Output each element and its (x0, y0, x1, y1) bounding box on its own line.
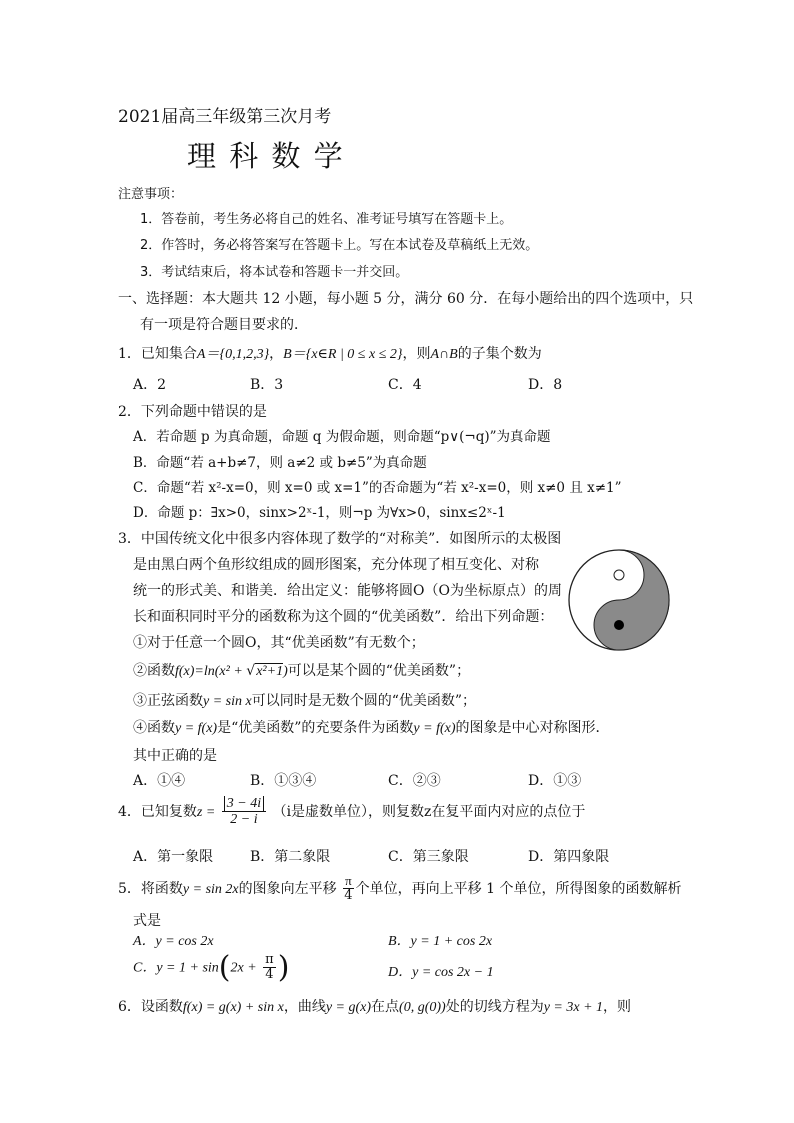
q3-line3: 统一的形式美、和谐美．给出定义：能够将圆O（O为坐标原点）的周 (133, 583, 562, 599)
q2-option-c: C．命题“若 x²-x=0，则 x=0 或 x=1”的否命题为“若 x²-x=0，则 x≠0 且 x≠1” (133, 480, 622, 496)
q3-s2-close: ) (283, 664, 288, 679)
note-item-2: 2．作答时，务必将答案写在答题卡上。写在本试卷及草稿纸上无效。 (140, 238, 539, 253)
q5-optc-pre: C．y = 1 + sin (133, 960, 219, 976)
q3-s4-pre: ④函数 (133, 720, 175, 736)
q3-statement-3 (133, 690, 476, 710)
q3-ask: 其中正确的是 (133, 748, 217, 764)
q5-option-a: A．y = cos 2x (133, 934, 214, 949)
question-4 (118, 796, 585, 828)
q6-mid2: 在点 (371, 999, 400, 1015)
q3-s4-math1: y = f(x) (175, 721, 218, 736)
q1-pre: 1．已知集合 (118, 346, 197, 362)
q3-option-d: D．①③ (528, 773, 582, 789)
question-2: 2．下列命题中错误的是 (118, 404, 267, 420)
q6-post: ，则 (603, 999, 632, 1015)
q6-point: (0, g(0)) (399, 1000, 446, 1015)
q2-option-d: D．命题 p：∃x>0，sinx>2ˣ-1，则¬p 为∀x>0，sinx≤2ˣ-1 (133, 505, 506, 521)
q5-mid2: 个单位，再向上平移 1 个单位，所得图象的函数解析 (355, 880, 682, 897)
q3-s2-pre: ②函数 (133, 663, 175, 679)
section1-line1: 一、选择题：本大题共 12 小题，每小题 5 分，满分 60 分．在每小题给出的四个选项中，只 (118, 291, 694, 307)
q4-denominator: 2 − i (230, 812, 258, 828)
q3-s3-post: 可以同时是无数个圆的“优美函数”； (251, 693, 477, 709)
taiji-white-dot (614, 570, 624, 580)
q5-mid1: 的图象向左平移 (238, 880, 337, 897)
q3-option-a: A．①④ (133, 773, 186, 789)
q3-option-b: B．①③④ (250, 773, 317, 789)
q6-curve: y = g(x) (325, 1000, 372, 1015)
exam-title: 2021届高三年级第三次月考 (118, 107, 332, 127)
q1-expr: A∩B (430, 347, 458, 362)
taiji-figure (566, 547, 672, 653)
note-item-3: 3．考试结束后，将本试卷和答题卡一并交回。 (140, 265, 409, 280)
q5-optc-fraction (263, 953, 276, 983)
q3-line2: 是由黑白两个鱼形纹组成的圆形图案，充分体现了相互变化、对称 (133, 557, 539, 573)
q6-pre: 6．设函数 (118, 999, 183, 1015)
q2-option-a: A．若命题 p 为真命题，命题 q 为假命题，则命题“p∨(¬q)”为真命题 (133, 429, 551, 445)
q6-line: y = 3x + 1 (543, 1000, 604, 1015)
note-item-1: 1．答卷前，考生务必将自己的姓名、准考证号填写在答题卡上。 (140, 212, 513, 227)
q3-statement-1: ①对于任意一个圆O，其“优美函数”有无数个； (133, 635, 425, 651)
notes-title: 注意事项： (118, 187, 184, 202)
q5-fraction (343, 874, 354, 904)
q5-frac-den: 4 (344, 888, 353, 904)
q3-s3-pre: ③正弦函数 (133, 693, 203, 709)
q5-function: y = sin 2x (182, 881, 239, 897)
q6-mid3: 处的切线方程为 (445, 999, 544, 1015)
q6-f: f(x) = g(x) + sin x (182, 1000, 284, 1015)
q1-set-a: A＝{0,1,2,3} (196, 347, 270, 362)
q4-option-b: B．第二象限 (250, 849, 331, 865)
q5-frac-num: π (345, 873, 352, 888)
q3-s4-mid: 是“优美函数”的充要条件为函数 (217, 720, 414, 736)
q1-option-a: A．2 (133, 377, 167, 393)
q4-option-d: D．第四象限 (528, 849, 610, 865)
q6-mid1: ，曲线 (283, 999, 326, 1015)
q1-option-c: C．4 (388, 377, 422, 393)
q1-post: 的子集个数为 (457, 346, 542, 362)
q1-option-b: B．3 (250, 377, 284, 393)
subject-title: 理 科 数 学 (187, 139, 345, 173)
q5-optc-num: π (265, 951, 274, 967)
q3-s2-fx: f(x)=ln(x² + (175, 664, 247, 679)
q5-option-d: D．y = cos 2x − 1 (388, 965, 494, 980)
taiji-black-dot (614, 620, 624, 630)
q4-option-c: C．第三象限 (388, 849, 469, 865)
q3-s2-post: 可以是某个圆的“优美函数”； (287, 663, 471, 679)
q3-s3-math: y = sin x (203, 694, 252, 709)
q3-line4: 长和面积同时平分的函数称为这个圆的“优美函数”．给出下列命题： (133, 609, 554, 625)
q5-option-c: C．y = 1 + sin(2x + $\frac{\pi}{4}$ ) (133, 950, 290, 985)
q4-z: z = (196, 804, 216, 820)
section1-line2: 有一项是符合题目要求的． (140, 317, 308, 333)
q3-s4-math2: y = f(x) (413, 721, 456, 736)
q3-option-c: C．②③ (388, 773, 441, 789)
q3-line1: 3．中国传统文化中很多内容体现了数学的“对称美”．如图所示的太极图 (118, 531, 562, 547)
q4-fraction (222, 796, 266, 828)
q3-statement-2: ②函数f(x)=ln(x² + √x²+1)可以是某个圆的“优美函数”； (133, 663, 471, 679)
q3-statement-4 (133, 717, 610, 737)
q3-s4-post: 的图象是中心对称图形． (455, 720, 610, 736)
q4-option-a: A．第一象限 (133, 849, 214, 865)
q1-set-b: B＝{x∈R | 0 ≤ x ≤ 2} (283, 347, 403, 362)
q5-optc-inner: 2x + (230, 960, 257, 976)
q5-option-b: B．y = 1 + cos 2x (388, 934, 493, 949)
q5-line2: 式是 (133, 913, 161, 929)
q5-optc-den: 4 (265, 967, 274, 982)
q5-pre: 5．将函数 (118, 880, 183, 897)
q3-s2-radicand: x²+1 (256, 664, 284, 679)
q4-post: （i是虚数单位），则复数z在复平面内对应的点位于 (272, 803, 586, 820)
q2-option-b: B．命题“若 a+b≠7，则 a≠2 或 b≠5”为真命题 (133, 455, 427, 471)
q4-pre: 4．已知复数 (118, 803, 197, 820)
question-5 (118, 874, 681, 904)
q1-option-d: D．8 (528, 377, 563, 393)
question-1: 1．已知集合A＝{0,1,2,3}，B＝{x∈R | 0 ≤ x ≤ 2}，则A∩B的子集个数为 (118, 346, 542, 362)
q4-numerator: 3 − 4i (224, 796, 264, 811)
question-6 (118, 996, 631, 1016)
q1-mid: ，则 (402, 346, 431, 362)
